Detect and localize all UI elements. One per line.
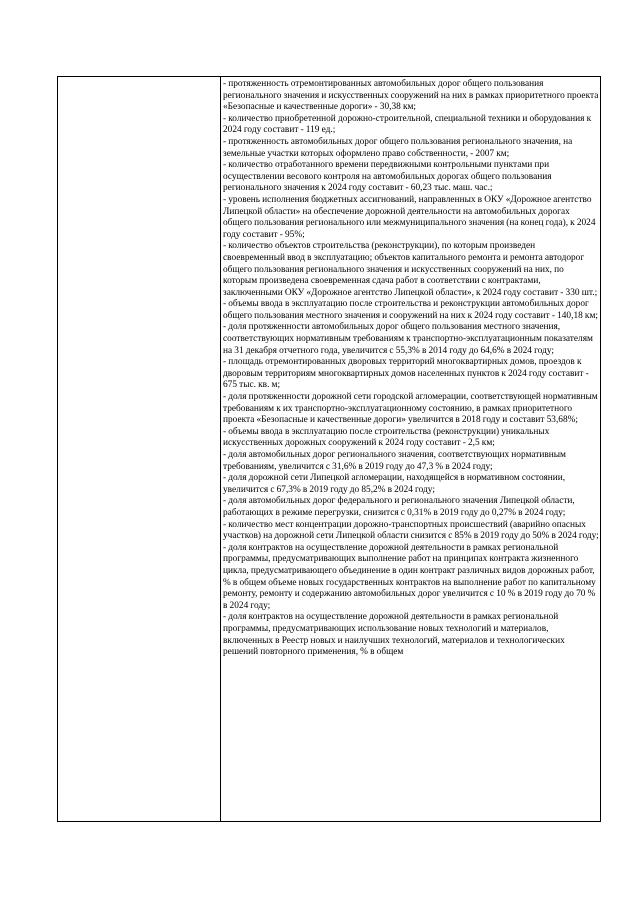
list-item: - протяженность отремонтированных автомобильных дорог общего пользования регионального значения и искусственных сооружений на них в рамках приоритетного проекта «Безопасные и качественные дороги» - 30,38 км; xyxy=(223,79,599,113)
list-item: - количество отработанного времени передвижными контрольными пунктами при осуществлении весового контроля на автомобильных дорогах общего пользования регионального значения к 2024 году составит - 60,23 тыс. маш. час.; xyxy=(223,160,552,194)
list-item: - количество приобретенной дорожно-строительной, специальной техники и оборудования к 2024 году составит - 119 ед.; xyxy=(223,113,592,136)
list-item: - доля контрактов на осуществление дорожной деятельности в рамках региональной программы, предусматривающих использование новых технологий и материалов, включенных в Реестр новых и наилучших технологий, материалов и технологических решений повторного применения, % в общем xyxy=(223,612,565,658)
list-item: - доля протяженности автомобильных дорог общего пользования местного значения, соответствующих нормативным требованиям к транспортно-эксплуатационным показателям на 31 декабря отчетного года, увеличится с 55,3% в 2014 году до 64,6% в 2024 году; xyxy=(223,322,593,356)
document-table xyxy=(57,76,601,822)
list-item: - площадь отремонтированных дворовых территорий многоквартирных домов, проездов к дворовым территориям многоквартирных домов населенных пунктов к 2024 году составит - 675 тыс. кв. м; xyxy=(223,357,589,391)
list-item: - количество мест концентрации дорожно-транспортных происшествий (аварийно опасных участков) на дорожной сети Липецкой области снизится с 85% в 2019 году до 50% в 2024 году; xyxy=(223,519,599,542)
table-left-cell xyxy=(58,77,221,821)
list-item: - доля автомобильных дорог федерального и регионального значения Липецкой области, работающих в режиме перегрузки, снизится с 0,31% в 2019 году до 0,27% в 2024 году; xyxy=(223,496,575,518)
list-item: - доля контрактов на осуществление дорожной деятельности в рамках региональной программы, предусматривающих выполнение работ на принципах контракта жизненного цикла, предусматривающего объединение в один контракт различных видов дорожных работ, % в общем объеме новых государственных контрактов на выполнение работ по капитальному ремонту, ремонту и содержанию автомобильных дорог увеличится с 10 % в 2019 году до 70 % в 2024 году; xyxy=(223,542,596,611)
list-item: - доля протяженности дорожной сети городской агломерации, соответствующей нормативным требованиям к их транспортно-эксплуатационному состоянию, в рамках приоритетного проекта «Безопасные и качественные дороги» увеличится в 2018 году и составит 53,68%; xyxy=(223,392,598,426)
list-item: - объемы ввода в эксплуатацию после строительства (реконструкции) уникальных искусственных дорожных сооружений к 2024 году составит - 2,5 км; xyxy=(223,426,550,449)
list-item: - доля автомобильных дорог регионального значения, соответствующих нормативным требованиям, увеличится с 31,6% в 2019 году до 47,3 % в 2024 году; xyxy=(223,450,566,472)
list-item: - протяженность автомобильных дорог общего пользования регионального значения, на земельные участки которых оформлено право собственности, - 2007 км; xyxy=(223,136,573,159)
list-item: - объемы ввода в эксплуатацию после строительства и реконструкции автомобильных дорог общего пользования местного значения и сооружений на них к 2024 году составит - 140,18 км; xyxy=(223,299,598,321)
list-item: - доля дорожной сети Липецкой агломерации, находящейся в нормативном состоянии, увеличится с 67,3% в 2019 году до 85,2% в 2024 году; xyxy=(223,473,566,495)
list-item: - уровень исполнения бюджетных ассигнований, направленных в ОКУ «Дорожное агентство Липецкой области» на обеспечение дорожной деятельности на автомобильных дорогах общего пользования регионального или межмуниципального значения (на конец года), к 2024 году составит - 95%; xyxy=(223,194,596,240)
list-item: - количество объектов строительства (реконструкции), по которым произведен своевременный ввод в эксплуатацию; объектов капитального ремонта и ремонта автодорог общего пользования регионального значения и искусственных сооружений на них, по которым произведена своевременная сдача работ в соответствии с контрактами, заключенными ОКУ «Дорожное агентство Липецкой области», к 2024 году составит - 330 шт.; xyxy=(223,241,598,298)
table-right-cell xyxy=(221,77,600,821)
